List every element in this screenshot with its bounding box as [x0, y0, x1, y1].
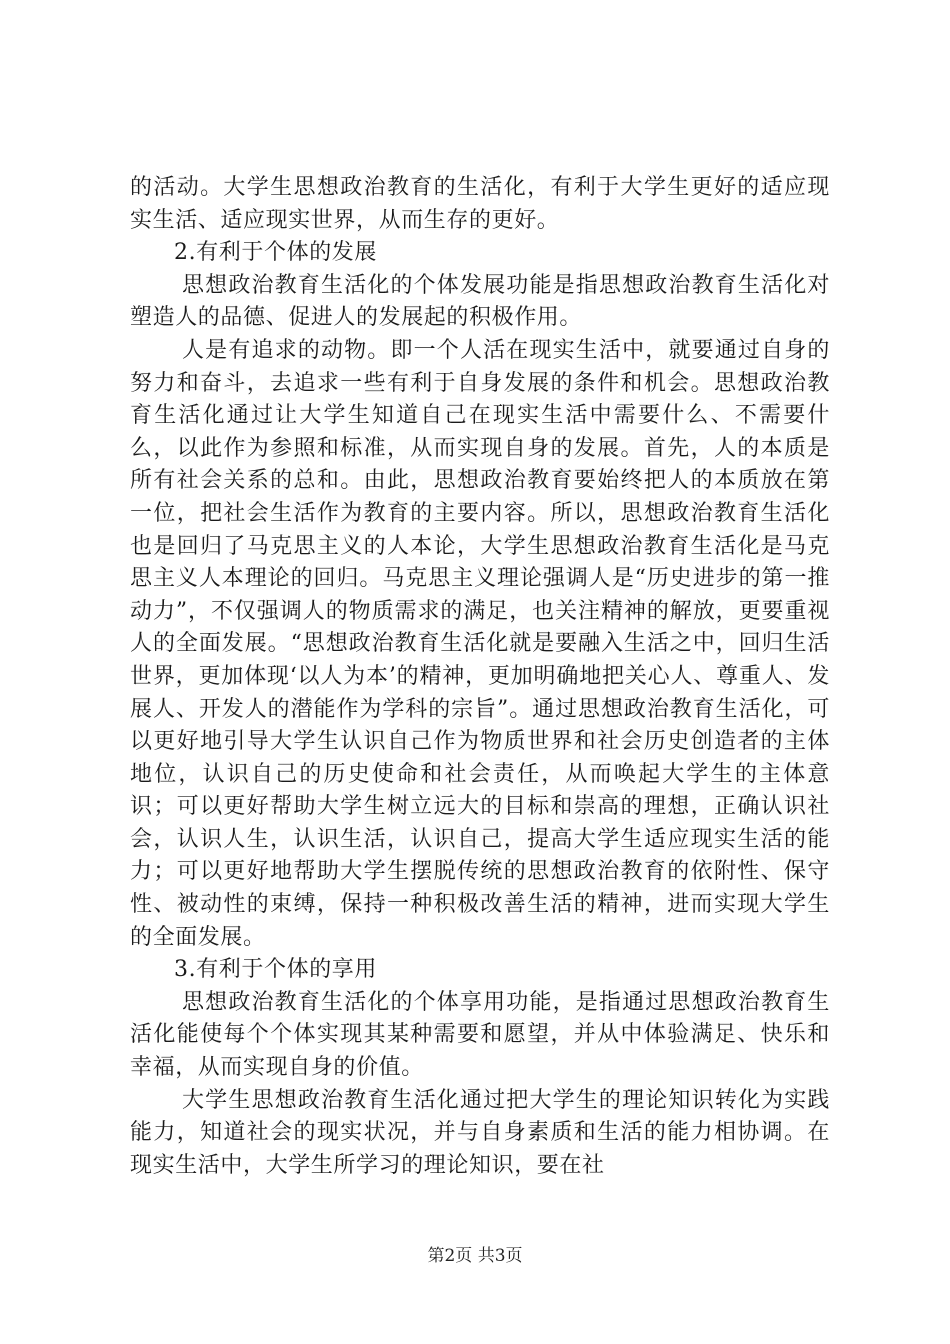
paragraph-1: 的活动。大学生思想政治教育的生活化，有利于大学生更好的适应现实生活、适应现实世界，从而生存的更好。 [130, 175, 830, 233]
paragraph-3: 人是有追求的动物。即一个人活在现实生活中，就要通过自身的努力和奋斗，去追求一些有利于自身发展的条件和机会。思想政治教育生活化通过让大学生知道自己在现实生活中需要什么、不需要什么，以此作为参照和标准，从而实现自身的发展。首先，人的本质是所有社会关系的总和。由此，思想政治教育要始终把人的本质放在第一位，把社会生活作为教育的主要内容。所以，思想政治教育生活化也是回归了马克思主义的人本论，大学生思想政治教育生活化是马克思主义人本理论的回归。马克思主义理论强调人是“历史进步的第一推动力”，不仅强调人的物质需求的满足，也关注精神的解放，更要重视人的全面发展。“思想政治教育生活化就是要融入生活之中，回归生活世界，更加体现‘以人为本’的精神，更加明确地把关心人、尊重人、发展人、开发人的潜能作为学科的宗旨”。通过思想政治教育生活化，可以更好地引导大学生认识自己作为物质世界和社会历史创造者的主体地位，认识自己的历史使命和社会责任，从而唤起大学生的主体意识；可以更好帮助大学生树立远大的目标和崇高的理想，正确认识社会，认识人生，认识生活，认识自己，提高大学生适应现实生活的能力；可以更好地帮助大学生摆脱传统的思想政治教育的依附性、保守性、被动性的束缚，保持一种积极改善生活的精神，进而实现大学生的全面发展。 [130, 337, 830, 950]
section-heading-3: 3.有利于个体的享用 [174, 957, 377, 983]
document-body [130, 172, 830, 1182]
paragraph-5: 大学生思想政治教育生活化通过把大学生的理论知识转化为实践能力，知道社会的现实状况，并与自身素质和生活的能力相协调。在现实生活中，大学生所学习的理论知识，要在社 [130, 1087, 830, 1178]
page-footer: 第2页 共3页 [427, 1246, 523, 1266]
section-heading-2: 2.有利于个体的发展 [174, 240, 377, 266]
paragraph-2: 思想政治教育生活化的个体发展功能是指思想政治教育生活化对塑造人的品德、促进人的发展起的积极作用。 [130, 272, 830, 331]
paragraph-4: 思想政治教育生活化的个体享用功能，是指通过思想政治教育生活化能使每个个体实现其某种需要和愿望，并从中体验满足、快乐和幸福，从而实现自身的价值。 [130, 989, 830, 1081]
